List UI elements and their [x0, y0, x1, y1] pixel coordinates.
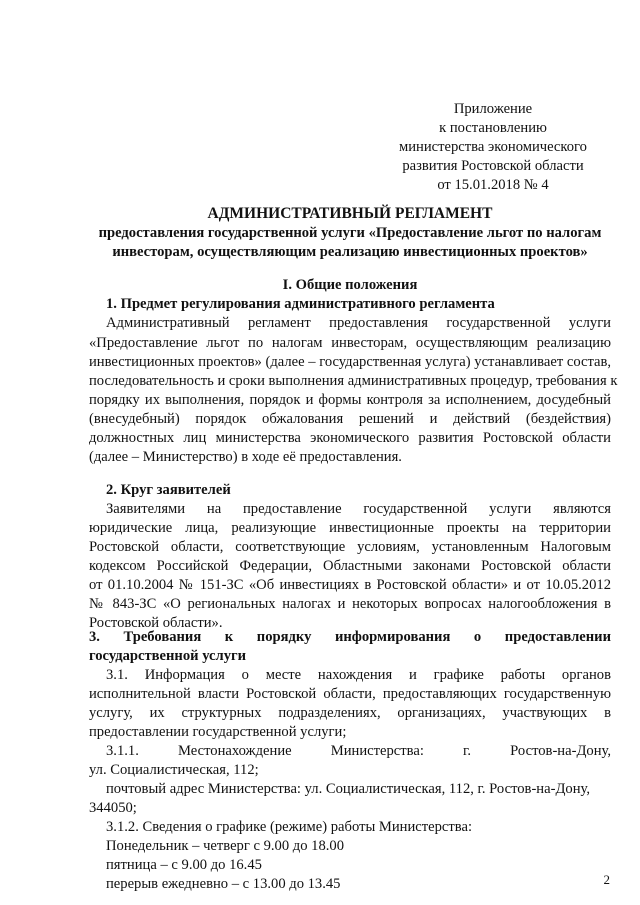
clause-2-line: № 843-ЗС «О региональных налогах и некоторых вопросах налогообложения в [89, 596, 611, 612]
clause-2-heading: 2. Круг заявителей [106, 482, 231, 498]
annex-line-3: министерства экономического [399, 139, 587, 155]
clause-1-line: последовательность и сроки выполнения административных процедур, требования к [89, 373, 618, 389]
clause-1-line: «Предоставление льгот по налогам инвесторам, осуществляющим реализацию [89, 335, 611, 351]
annex-line-5: от 15.01.2018 № 4 [437, 177, 549, 193]
annex-line-4: развития Ростовской области [402, 158, 584, 174]
clause-3-line: 3.1.1. Местонахождение Министерства: г. Ростов-на-Дону, [106, 743, 611, 759]
clause-3-line: исполнительной власти Ростовской области, предоставляющих государственную [89, 686, 611, 702]
clause-1-line: (внесудебный) порядок обжалования решений и действий (бездействия) [89, 411, 611, 427]
page-number: 2 [603, 872, 610, 887]
clause-2-line: Заявителями на предоставление государственной услуги являются [106, 501, 611, 517]
clause-1-line: порядку их выполнения, порядок и формы контроля за исполнением, досудебный [89, 392, 611, 408]
document-subtitle-line-2: инвесторам, осуществляющим реализацию инвестиционных проектов» [112, 244, 588, 260]
clause-3-line: 3.1. Информация о месте нахождения и графике работы органов [106, 667, 611, 683]
clause-2-line: от 01.10.2004 № 151-ЗС «Об инвестициях в Ростовской области» и от 10.05.2012 [89, 577, 611, 593]
clause-2-line: Ростовской области, соответствующие условиям, установленным Налоговым [89, 539, 611, 555]
clause-3-line: почтовый адрес Министерства: ул. Социалистическая, 112, г. Ростов-на-Дону, [106, 781, 591, 797]
clause-3-line: предоставлении государственной услуги; [89, 724, 347, 740]
clause-3-heading-line-1: 3. Требования к порядку информирования о предоставлении [89, 629, 611, 645]
annex-line-2: к постановлению [439, 120, 547, 136]
document-title: АДМИНИСТРАТИВНЫЙ РЕГЛАМЕНТ [207, 205, 493, 222]
clause-1-line: инвестиционных проектов» (далее – государственная услуга) устанавливает состав, [89, 354, 612, 370]
section-heading: I. Общие положения [282, 277, 418, 293]
clause-3-heading-line-2: государственной услуги [89, 648, 247, 664]
clause-1-line: (далее – Министерство) в ходе её предоставления. [89, 449, 402, 465]
document-subtitle-line-1: предоставления государственной услуги «Предоставление льгот по налогам [98, 225, 602, 241]
clause-2-line: юридические лица, реализующие инвестиционные проекты на территории [89, 520, 611, 536]
clause-2-line: Ростовской области». [89, 615, 223, 631]
clause-2-line: кодексом Российской Федерации, Областными законами Ростовской области [89, 558, 611, 574]
clause-3-line: 344050; [89, 800, 137, 816]
clause-3-line: услугу, их структурных подразделениях, организациях, участвующих в [89, 705, 611, 721]
clause-3-line: пятница – с 9.00 до 16.45 [106, 857, 262, 873]
clause-1-line: должностных лиц министерства экономического развития Ростовской области [89, 430, 611, 446]
clause-3-line: ул. Социалистическая, 112; [89, 762, 259, 778]
annex-line-1: Приложение [453, 101, 533, 117]
clause-1-heading: 1. Предмет регулирования административного регламента [106, 296, 495, 312]
clause-3-line: перерыв ежедневно – с 13.00 до 13.45 [106, 876, 341, 892]
clause-3-line: 3.1.2. Сведения о графике (режиме) работы Министерства: [106, 819, 473, 835]
clause-1-line: Административный регламент предоставления государственной услуги [106, 315, 611, 331]
clause-3-line: Понедельник – четверг с 9.00 до 18.00 [106, 838, 345, 854]
